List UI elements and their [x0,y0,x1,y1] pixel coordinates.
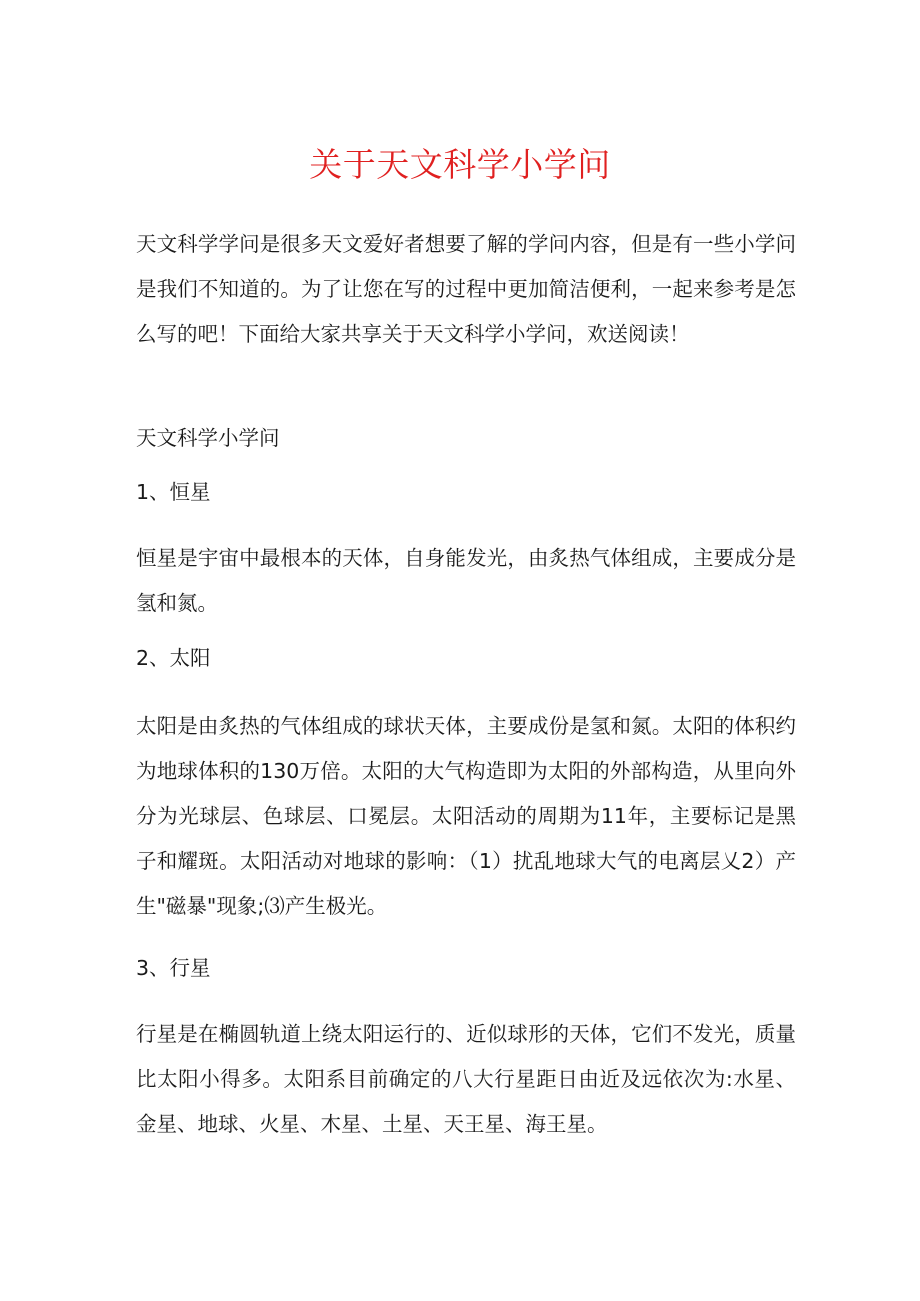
document-title: 关于天文科学小学问 [309,145,611,184]
item-heading-1: 1、恒星 [136,480,211,504]
item-heading-2: 2、太阳 [136,646,211,670]
section-title: 天文科学小学问 [136,426,280,450]
item-body-2: 太阳是由炙热的气体组成的球状天体，主要成份是氢和氮。太阳的体积约为地球体积的130万倍。太阳的大气构造即为太阳的外部构造，从里向外分为光球层、色球层、口冕层。太阳活动的周期为11年，主要标记是黑子和耀斑。太阳活动对地球的影响：（1）扰乱地球大气的电离层乂2）产生"磁暴"现象;⑶产生极光。 [136,714,796,918]
item-body-3: 行星是在椭圆轨道上绕太阳运行的、近似球形的天体，它们不发光，质量比太阳小得多。太阳系目前确定的八大行星距日由近及远依次为:水星、金星、地球、火星、木星、土星、天王星、海王星。 [136,1022,796,1136]
item-body-1: 恒星是宇宙中最根本的天体，自身能发光，由炙热气体组成，主要成分是氢和氮。 [136,546,796,615]
item-heading-3: 3、行星 [136,956,211,980]
intro-paragraph: 天文科学学问是很多天文爱好者想要了解的学问内容，但是有一些小学问是我们不知道的。为了让您在写的过程中更加简洁便利，一起来参考是怎么写的吧！下面给大家共享关于天文科学小学问，欢送阅读！ [136,232,796,346]
